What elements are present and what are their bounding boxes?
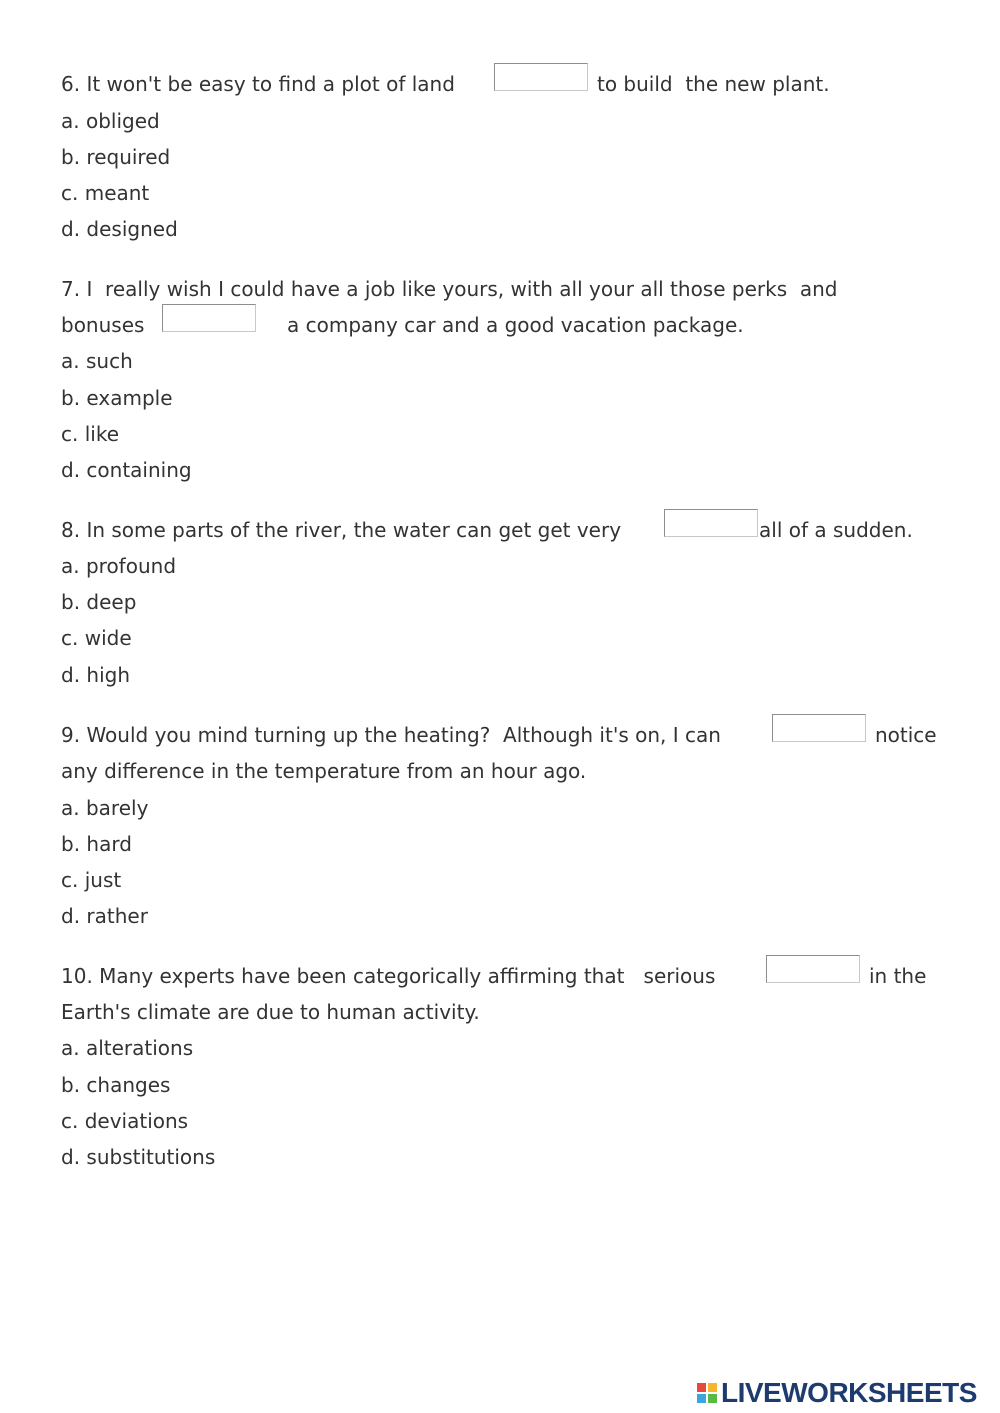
question-8-answer-box[interactable] xyxy=(664,509,758,537)
question-6-option-d: d. designed xyxy=(61,217,178,241)
question-8-option-d: d. high xyxy=(61,663,131,687)
question-9-option-c: c. just xyxy=(61,868,122,892)
logo-square-red xyxy=(697,1383,706,1392)
liveworksheets-logo-icon xyxy=(697,1383,717,1403)
question-7-text-end: a company car and a good vacation package. xyxy=(287,313,744,337)
question-10-option-d: d. substitutions xyxy=(61,1145,216,1169)
question-10-text-end: in the xyxy=(869,964,927,988)
question-7-text-line2: bonuses xyxy=(61,313,145,337)
question-7-answer-box[interactable] xyxy=(162,304,256,332)
question-9-answer-box[interactable] xyxy=(772,714,866,742)
question-10-text: 10. Many experts have been categorically affirming that serious xyxy=(61,964,716,988)
question-6-answer-box[interactable] xyxy=(494,63,588,91)
question-10-option-b: b. changes xyxy=(61,1073,171,1097)
question-10-answer-box[interactable] xyxy=(766,955,860,983)
question-9-option-b: b. hard xyxy=(61,832,132,856)
logo-text: LIVEWORKSHEETS xyxy=(721,1377,977,1408)
logo-square-blue xyxy=(697,1394,706,1403)
question-8-option-a: a. profound xyxy=(61,554,177,578)
question-10-option-a: a. alterations xyxy=(61,1036,194,1060)
question-8-text-end: all of a sudden. xyxy=(759,518,913,542)
question-10-text-line2: Earth's climate are due to human activity. xyxy=(61,1000,480,1024)
question-7-option-d: d. containing xyxy=(61,458,192,482)
question-7-option-a: a. such xyxy=(61,349,133,373)
question-9-text: 9. Would you mind turning up the heating? Although it's on, I can xyxy=(61,723,721,747)
question-7-option-c: c. like xyxy=(61,422,119,446)
question-6-text-end: to build the new plant. xyxy=(597,72,830,96)
question-8-option-c: c. wide xyxy=(61,626,132,650)
question-6-option-a: a. obliged xyxy=(61,109,160,133)
question-9-text-line2: any difference in the temperature from an hour ago. xyxy=(61,759,587,783)
question-8-option-b: b. deep xyxy=(61,590,137,614)
question-9-option-d: d. rather xyxy=(61,904,148,928)
logo-square-green xyxy=(708,1394,717,1403)
question-7-option-b: b. example xyxy=(61,386,173,410)
liveworksheets-logo xyxy=(697,1378,977,1408)
logo-square-yellow xyxy=(708,1383,717,1392)
question-10-option-c: c. deviations xyxy=(61,1109,189,1133)
question-6-option-c: c. meant xyxy=(61,181,150,205)
question-9-text-end: notice xyxy=(875,723,937,747)
question-7-text: 7. I really wish I could have a job like yours, with all your all those perks and xyxy=(61,277,838,301)
question-6-text: 6. It won't be easy to find a plot of land xyxy=(61,72,455,96)
question-8-text: 8. In some parts of the river, the water can get get very xyxy=(61,518,622,542)
question-9-option-a: a. barely xyxy=(61,796,149,820)
question-6-option-b: b. required xyxy=(61,145,171,169)
